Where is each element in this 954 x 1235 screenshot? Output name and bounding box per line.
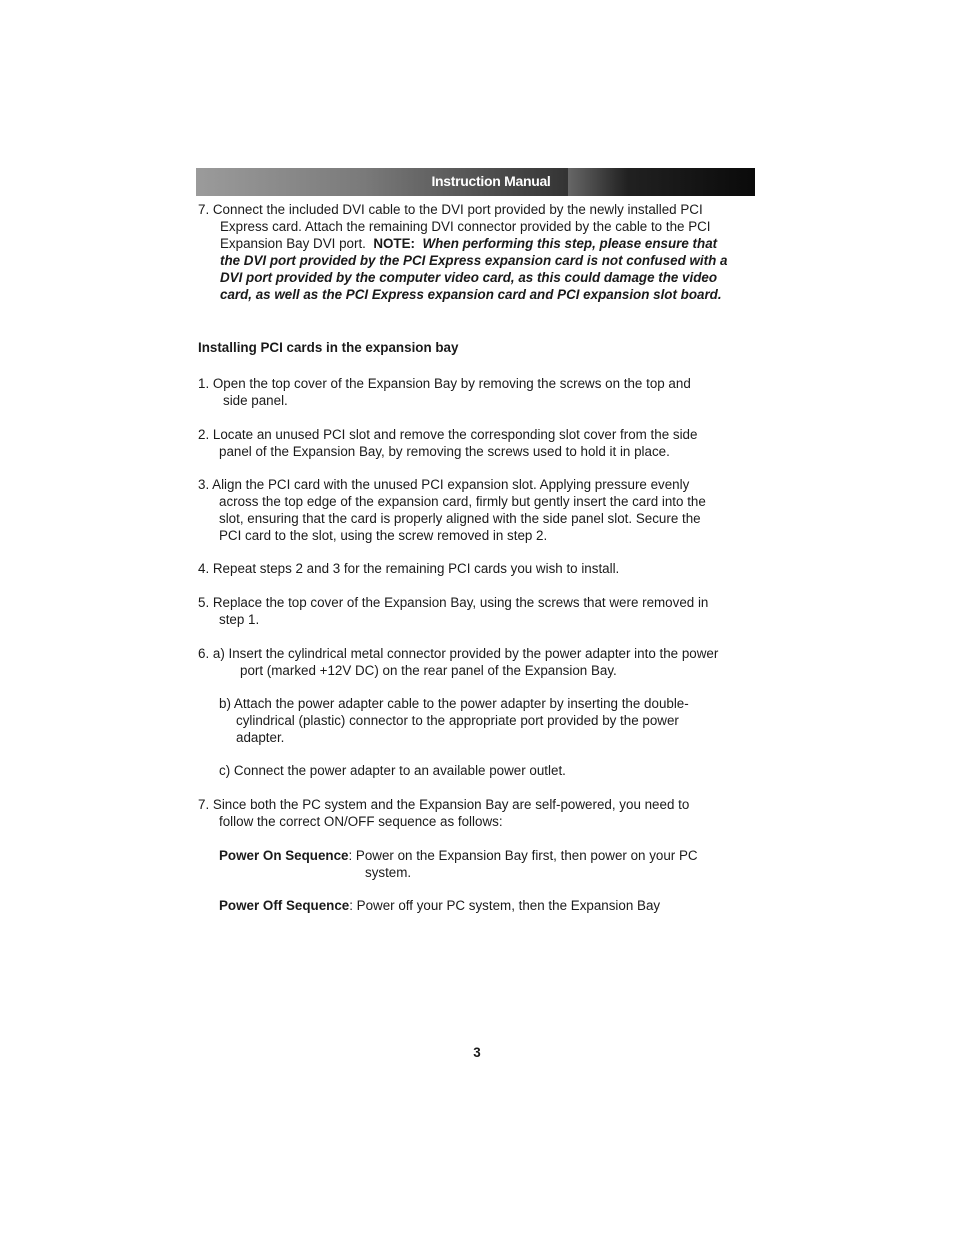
- step-1-line-2: side panel.: [223, 393, 288, 408]
- header-bar: [196, 168, 755, 196]
- power-off-line-1: [219, 897, 660, 914]
- note-text-2: the DVI port provided by the PCI Express expansion card is not confused with a: [220, 253, 728, 268]
- power-on-line-1: [219, 847, 698, 864]
- step-6a-line-2: port (marked +12V DC) on the rear panel of the Expansion Bay.: [240, 663, 617, 678]
- step-6b: [219, 695, 689, 746]
- step-6a-line-1: 6. a) Insert the cylindrical metal connector provided by the power adapter into the power: [198, 646, 719, 661]
- step-2: [198, 426, 697, 460]
- step-6b-line-2: cylindrical (plastic) connector to the appropriate port provided by the power: [236, 713, 679, 728]
- dvi-line-3: [198, 235, 727, 252]
- note-text-4: card, as well as the PCI Express expansion card and PCI expansion slot board.: [220, 287, 722, 302]
- step-4: [198, 560, 619, 577]
- step-1-line-1: 1. Open the top cover of the Expansion Bay by removing the screws on the top and: [198, 376, 691, 391]
- power-off-sequence: [219, 897, 660, 914]
- step-7-line-1: 7. Since both the PC system and the Expansion Bay are self-powered, you need to: [198, 797, 690, 812]
- step-6c-line-1: c) Connect the power adapter to an available power outlet.: [219, 763, 566, 778]
- power-on-text: : Power on the Expansion Bay first, then power on your PC: [348, 848, 698, 863]
- power-on-line-2: system.: [365, 865, 412, 880]
- dvi-step: [198, 201, 727, 303]
- note-text-1: When performing this step, please ensure that: [422, 236, 718, 251]
- power-on-label: Power On Sequence: [219, 848, 349, 863]
- step-5-line-2: step 1.: [219, 612, 260, 627]
- power-on-sequence: [219, 847, 698, 881]
- step-6b-line-1: b) Attach the power adapter cable to the power adapter by inserting the double-: [219, 696, 689, 711]
- step-2-line-1: 2. Locate an unused PCI slot and remove the corresponding slot cover from the side: [198, 427, 698, 442]
- step-3-line-3: slot, ensuring that the card is properly aligned with the side panel slot. Secure the: [219, 511, 701, 526]
- step-1: [198, 375, 691, 409]
- step-5-line-1: 5. Replace the top cover of the Expansion Bay, using the screws that were removed in: [198, 595, 709, 610]
- step-6c: [219, 762, 566, 779]
- step-5: [198, 594, 708, 628]
- section-heading: Installing PCI cards in the expansion bay: [198, 340, 459, 355]
- step-7-power: [198, 796, 689, 830]
- step-6a: [198, 645, 718, 679]
- step-6b-line-3: adapter.: [236, 730, 285, 745]
- step-3-line-2: across the top edge of the expansion card, firmly but gently insert the card into the: [219, 494, 706, 509]
- dvi-line-1: 7. Connect the included DVI cable to the DVI port provided by the newly installed PCI: [198, 202, 703, 217]
- power-off-text: : Power off your PC system, then the Expansion Bay: [349, 898, 661, 913]
- step-3-line-1: 3. Align the PCI card with the unused PCI expansion slot. Applying pressure evenly: [198, 477, 690, 492]
- step-3: [198, 476, 706, 544]
- step-4-line-1: 4. Repeat steps 2 and 3 for the remaining PCI cards you wish to install.: [198, 561, 620, 576]
- note-label: NOTE:: [373, 236, 415, 251]
- page-number: 3: [473, 1045, 481, 1060]
- note-text-3: DVI port provided by the computer video card, as this could damage the video: [220, 270, 718, 285]
- page-title: Instruction Manual: [431, 173, 551, 189]
- dvi-line-2: Express card. Attach the remaining DVI connector provided by the cable to the PCI: [220, 219, 711, 234]
- dvi-line-3-text: Expansion Bay DVI port.: [220, 236, 366, 251]
- step-2-line-2: panel of the Expansion Bay, by removing the screws used to hold it in place.: [219, 444, 670, 459]
- power-off-label: Power Off Sequence: [219, 898, 350, 913]
- step-3-line-4: PCI card to the slot, using the screw removed in step 2.: [219, 528, 548, 543]
- step-7-line-2: follow the correct ON/OFF sequence as follows:: [219, 814, 503, 829]
